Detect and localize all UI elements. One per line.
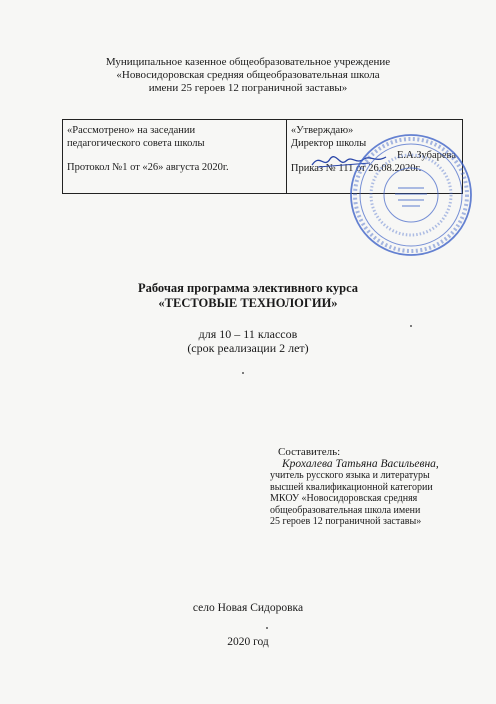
header-line-3: имени 25 героев 12 пограничной заставы» — [148, 82, 348, 94]
program-title — [0, 281, 496, 355]
approve-label: «Утверждаю» — [290, 125, 354, 136]
author-school-2: общеобразовательная школа имени — [270, 504, 421, 516]
header-line-2: «Новосидоровская средняя общеобразовательная школа — [116, 69, 380, 81]
considered-line-2: педагогического совета школы — [67, 137, 205, 149]
director-title: Директор школы — [290, 137, 367, 149]
considered-cell — [63, 120, 287, 193]
author-name: Крохалева Татьяна Васильевна, — [282, 457, 439, 470]
author-label: Составитель: — [278, 446, 341, 458]
school-stamp — [348, 132, 474, 258]
school-header — [0, 56, 496, 95]
grades-line: для 10 – 11 классов — [198, 327, 298, 341]
author-block — [270, 447, 470, 528]
author-position: учитель русского языка и литературы — [270, 470, 430, 481]
course-name: «ТЕСТОВЫЕ ТЕХНОЛОГИИ» — [158, 296, 338, 310]
protocol-line: Протокол №1 от «26» августа 2020г. — [67, 162, 229, 173]
director-name: Е.А.Зубарева — [396, 150, 456, 161]
order-line: Приказ № 111 от 26.08.2020г. — [290, 162, 422, 174]
considered-line-1: «Рассмотрено» на заседании — [67, 125, 196, 136]
author-school-1: МКОУ «Новосидоровская средняя — [270, 493, 418, 504]
year-label: 2020 год — [227, 636, 269, 648]
scan-speck — [266, 627, 268, 629]
title-line-1: Рабочая программа элективного курса — [137, 281, 359, 295]
village-name: село Новая Сидоровка — [192, 602, 304, 614]
duration-line: (срок реализации 2 лет) — [187, 341, 309, 355]
author-category: высшей квалификационной категории — [270, 481, 433, 493]
author-school-3: 25 героев 12 пограничной заставы» — [270, 516, 422, 527]
scan-speck — [242, 372, 244, 374]
header-line-1: Муниципальное казенное общеобразовательное учреждение — [105, 56, 391, 68]
scan-speck — [410, 325, 412, 327]
